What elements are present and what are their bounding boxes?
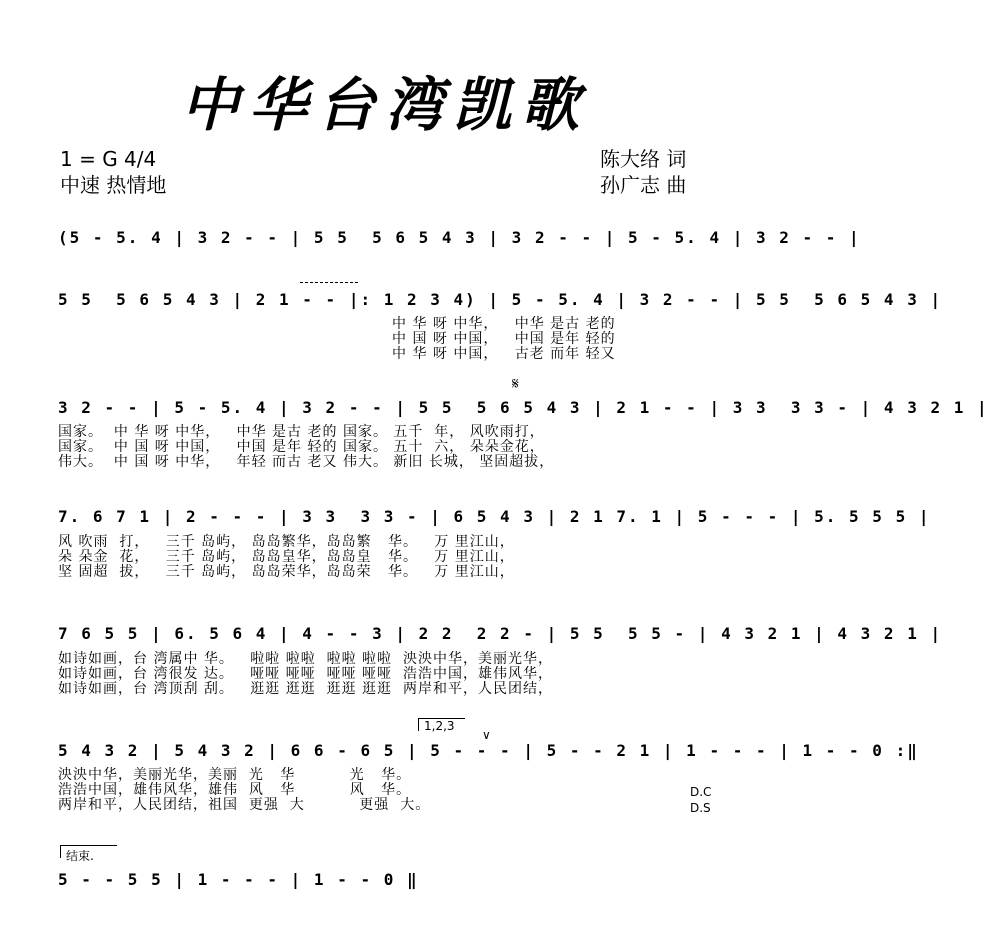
lyrics-line: 如诗如画，台 湾属中 华。 啦啦 啦啦 啦啦 啦啦 泱泱中华，美丽光华， <box>58 651 553 667</box>
dc-mark: D.C <box>690 785 712 799</box>
lyrics-line: 坚 固超 拔， 三千 岛屿， 岛岛荣华，岛岛荣 华。 万 里江山， <box>58 564 515 580</box>
lyrics-line: 如诗如画，台 湾很发 达。 哑哑 哑哑 哑哑 哑哑 浩浩中国，雄伟风华， <box>58 666 553 682</box>
lyrics-line: 浩浩中国，雄伟风华，雄伟 风 华 风 华。 <box>58 782 412 798</box>
lyrics-line: 两岸和平，人民团结，祖国 更强 大 更强 大。 <box>58 797 431 813</box>
lyrics-line: 朵 朵金 花， 三千 岛屿， 岛岛皇华，岛岛皇 华。 万 里江山， <box>58 549 515 565</box>
notation-row: 5 - - 5 5 | 1 - - - | 1 - - 0 ‖ <box>58 870 419 889</box>
song-title: 中华台湾凯歌 <box>180 71 589 139</box>
lyrics-line: 国家。 中 华 呀 中华， 中华 是古 老的 国家。 五千 年， 风吹雨打， <box>58 424 545 440</box>
segno-sign: 𝄋 <box>512 374 519 393</box>
lyrics-line: 中 国 呀 中国， 中国 是年 轻的 <box>392 331 616 347</box>
lyrics-line: 中 华 呀 中国， 古老 而年 轻又 <box>392 346 616 362</box>
notation-row: (5 - 5. 4 | 3 2 - - | 5 5 5 6 5 4 3 | 3 2 - - | 5 - 5. 4 | 3 2 - - | <box>58 228 861 247</box>
notation-row: 3 2 - - | 5 - 5. 4 | 3 2 - - | 5 5 5 6 5 4 3 | 2 1 - - | 3 3 3 3 - | 4 3 2 1 | <box>58 398 989 417</box>
volta-label: 1,2,3 <box>424 719 455 733</box>
lyrics-line: 风 吹雨 打， 三千 岛屿， 岛岛繁华，岛岛繁 华。 万 里江山， <box>58 534 515 550</box>
octave-overline <box>300 282 358 283</box>
breath-mark: ∨ <box>482 728 491 742</box>
lyrics-line: 中 华 呀 中华， 中华 是古 老的 <box>392 316 616 332</box>
ds-mark: D.S <box>690 801 711 815</box>
key-meter: 1 = G 4/4 <box>60 147 157 171</box>
notation-row: 5 4 3 2 | 5 4 3 2 | 6 6 - 6 5 | 5 - - - | 5 - - 2 1 | 1 - - - | 1 - - 0 :‖ <box>58 741 919 760</box>
lyrics-line: 如诗如画，台 湾顶刮 刮。 逛逛 逛逛 逛逛 逛逛 两岸和平，人民团结， <box>58 681 553 697</box>
tempo-marking: 中速 热情地 <box>60 173 167 197</box>
notation-row: 7. 6 7 1 | 2 - - - | 3 3 3 3 - | 6 5 4 3 | 2 1 7. 1 | 5 - - - | 5. 5 5 5 | <box>58 507 931 526</box>
lyrics-line: 泱泱中华，美丽光华，美丽 光 华 光 华。 <box>58 767 412 783</box>
notation-row: 7 6 5 5 | 6. 5 6 4 | 4 - - 3 | 2 2 2 2 - | 5 5 5 5 - | 4 3 2 1 | 4 3 2 1 | <box>58 624 943 643</box>
lyricist-credit: 陈大络 词 <box>600 147 687 171</box>
ending-label: 结束. <box>66 849 94 863</box>
notation-row: 5 5 5 6 5 4 3 | 2 1 - - |: 1 2 3 4) | 5 - 5. 4 | 3 2 - - | 5 5 5 6 5 4 3 | <box>58 290 943 309</box>
composer-credit: 孙广志 曲 <box>600 173 687 197</box>
lyrics-line: 国家。 中 国 呀 中国， 中国 是年 轻的 国家。 五十 六， 朵朵金花， <box>58 439 545 455</box>
lyrics-line: 伟大。 中 国 呀 中华， 年轻 而古 老又 伟大。 新旧 长城， 坚固超拔， <box>58 454 555 470</box>
